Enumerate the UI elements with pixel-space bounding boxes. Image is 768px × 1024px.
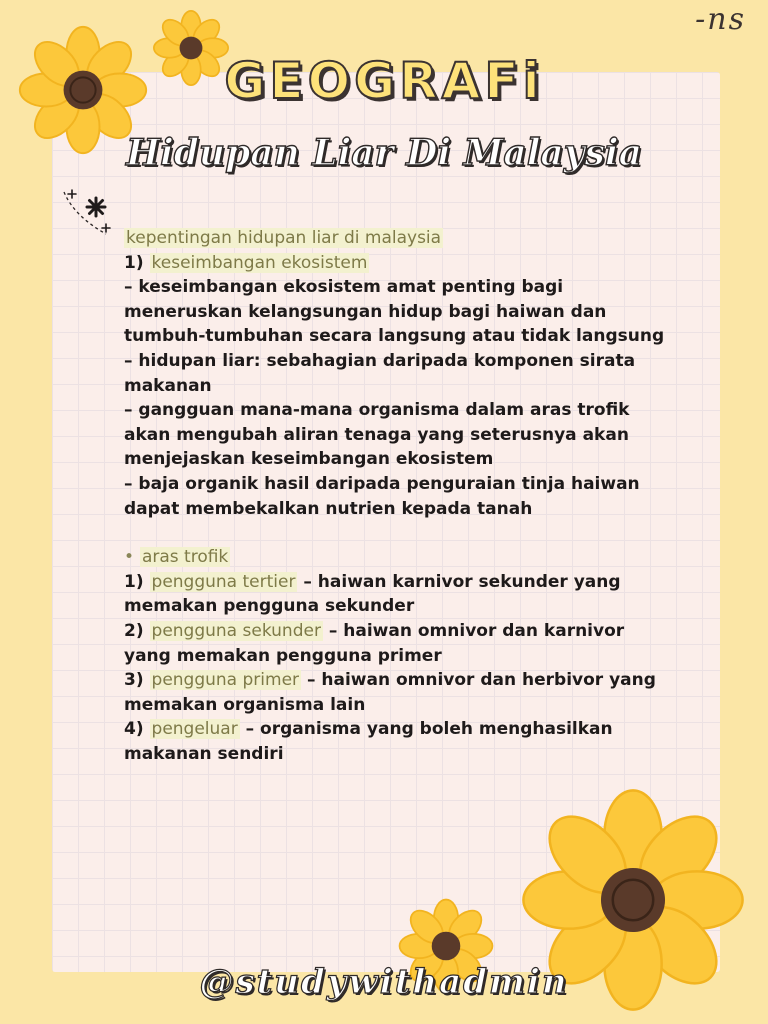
item-description: – haiwan omnivor dan herbivor yang xyxy=(301,670,656,691)
text-line: memakan pengguna sekunder xyxy=(124,596,415,617)
item-number: 1) xyxy=(124,252,144,273)
page-title: GEOGRAFi xyxy=(224,52,544,110)
text-line: makanan sendiri xyxy=(124,743,284,764)
page-subtitle: Hidupan Liar Di Malaysia xyxy=(126,132,642,174)
item-description: – haiwan karnivor sekunder yang xyxy=(297,571,621,592)
text-line: yang memakan pengguna primer xyxy=(124,645,442,666)
item-description: – haiwan omnivor dan karnivor xyxy=(322,620,625,641)
spacer xyxy=(124,521,714,545)
text-line: akan mengubah aliran tenaga yang seterusnya akan xyxy=(124,424,629,445)
text-line: makanan xyxy=(124,375,212,396)
text-line: tumbuh-tumbuhan secara langsung atau tidak langsung xyxy=(124,326,665,347)
text-line: – hidupan liar: sebahagian daripada komponen sirata xyxy=(124,350,636,371)
section-heading xyxy=(124,545,714,570)
item-description: – organisma yang boleh menghasilkan xyxy=(239,719,613,740)
numbered-item xyxy=(124,717,714,742)
highlighted-heading: aras trofik xyxy=(141,547,229,568)
highlighted-term: keseimbangan ekosistem xyxy=(151,252,368,273)
highlighted-term: pengeluar xyxy=(151,719,238,740)
text-line: dapat membekalkan nutrien kepada tanah xyxy=(124,498,533,519)
item-number: 2) xyxy=(124,620,144,641)
notes-content xyxy=(124,226,714,766)
text-line: – keseimbangan ekosistem amat penting bagi xyxy=(124,277,564,298)
highlighted-term: pengguna primer xyxy=(151,670,300,691)
text-line: – gangguan mana-mana organisma dalam aras trofik xyxy=(124,400,630,421)
highlighted-term: pengguna sekunder xyxy=(151,620,321,641)
item-number: 3) xyxy=(124,670,144,691)
highlighted-term: pengguna tertier xyxy=(151,571,296,592)
text-line: meneruskan kelangsungan hidup bagi haiwan dan xyxy=(124,301,607,322)
text-line: menjejaskan keseimbangan ekosistem xyxy=(124,449,494,470)
item-number: 4) xyxy=(124,719,144,740)
sparkle-icon xyxy=(60,186,120,242)
section-heading xyxy=(124,226,714,251)
social-handle: @studywithadmin xyxy=(199,962,569,1002)
numbered-item xyxy=(124,251,714,276)
highlighted-heading: kepentingan hidupan liar di malaysia xyxy=(126,228,442,248)
text-line: memakan organisma lain xyxy=(124,694,366,715)
numbered-item xyxy=(124,668,714,693)
text-line: – baja organik hasil daripada penguraian tinja haiwan xyxy=(124,473,640,494)
signature: -ns xyxy=(695,2,746,37)
numbered-item xyxy=(124,570,714,595)
bullet-icon: • xyxy=(124,547,135,568)
numbered-item xyxy=(124,619,714,644)
item-number: 1) xyxy=(124,571,144,592)
